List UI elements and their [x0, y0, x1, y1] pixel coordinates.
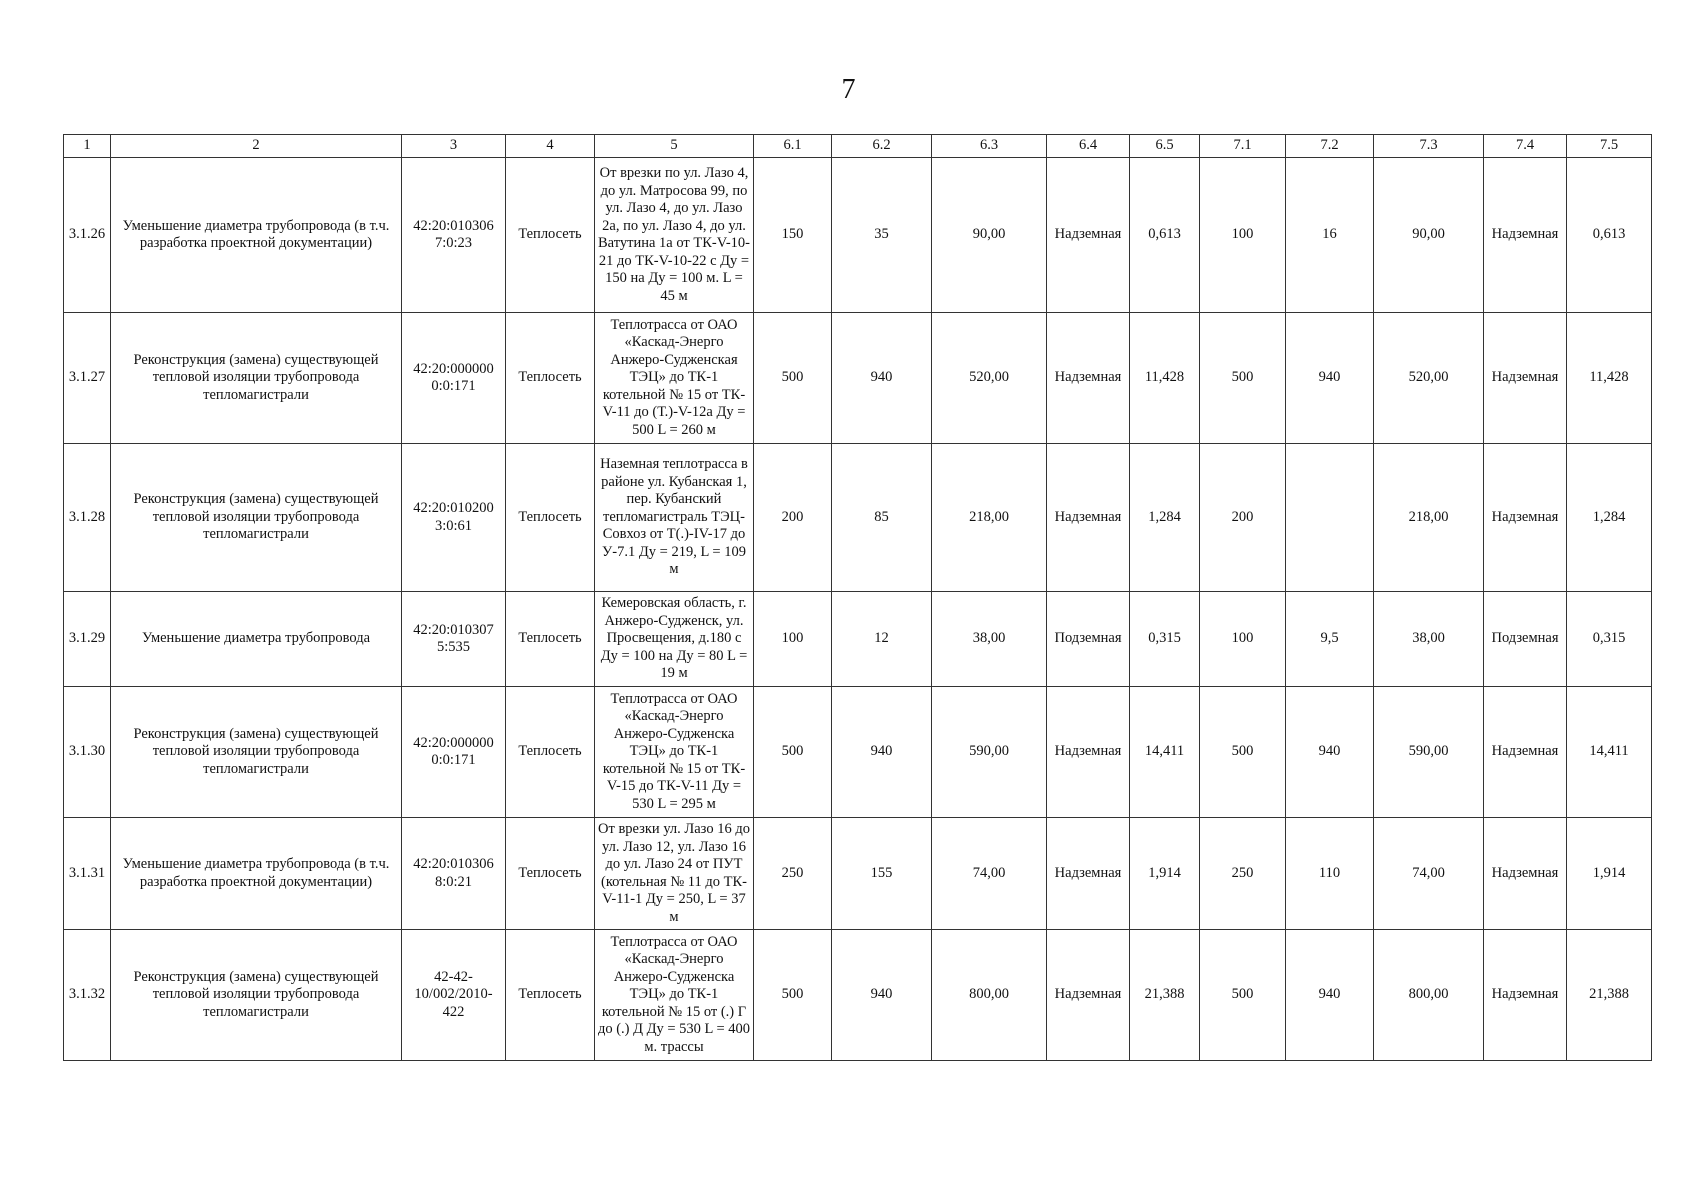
cell-6-4: Подземная — [1047, 592, 1130, 687]
column-header-5: 5 — [595, 135, 754, 158]
cell-6-2: 155 — [832, 818, 932, 930]
network-type-cell: Теплосеть — [506, 930, 595, 1061]
location-cell: Теплотрасса от ОАО «Каскад-Энерго Анжеро-Судженска ТЭЦ» до ТК-1 котельной № 15 от ТК-V-15 до ТК-V-11 Ду = 530 L = 295 м — [595, 687, 754, 818]
column-header-6-1: 6.1 — [754, 135, 832, 158]
cell-6-4: Надземная — [1047, 444, 1130, 592]
work-description-cell: Уменьшение диаметра трубопровода (в т.ч. разработка проектной документации) — [111, 158, 402, 313]
cell-7-4: Надземная — [1484, 313, 1567, 444]
cell-6-2: 12 — [832, 592, 932, 687]
cell-6-2: 35 — [832, 158, 932, 313]
cell-6-3: 520,00 — [932, 313, 1047, 444]
cell-7-1: 100 — [1200, 158, 1286, 313]
location-cell: Теплотрасса от ОАО «Каскад-Энерго Анжеро-Судженская ТЭЦ» до ТК-1 котельной № 15 от ТК-V-11 до (Т.)-V-12а Ду = 500 L = 260 м — [595, 313, 754, 444]
cell-6-4: Надземная — [1047, 313, 1130, 444]
location-cell: От врезки ул. Лазо 16 до ул. Лазо 12, ул. Лазо 16 до ул. Лазо 24 от ПУТ (котельная № 11 до ТК-V-11-1 Ду = 250, L = 37 м — [595, 818, 754, 930]
network-type-cell: Теплосеть — [506, 592, 595, 687]
cadastral-number-cell: 42:20:010200 3:0:61 — [402, 444, 506, 592]
cell-6-5: 1,914 — [1130, 818, 1200, 930]
cell-6-2: 85 — [832, 444, 932, 592]
cell-6-5: 11,428 — [1130, 313, 1200, 444]
cell-7-2 — [1286, 444, 1374, 592]
table-row — [64, 158, 1652, 313]
column-header-6-5: 6.5 — [1130, 135, 1200, 158]
cadastral-number-cell: 42:20:000000 0:0:171 — [402, 313, 506, 444]
row-number-cell: 3.1.31 — [64, 818, 111, 930]
cell-6-1: 500 — [754, 930, 832, 1061]
row-number-cell: 3.1.29 — [64, 592, 111, 687]
column-header-1: 1 — [64, 135, 111, 158]
cadastral-number-cell: 42:20:010306 8:0:21 — [402, 818, 506, 930]
cell-6-4: Надземная — [1047, 818, 1130, 930]
page-number: 7 — [841, 74, 856, 105]
network-type-cell: Теплосеть — [506, 818, 595, 930]
cell-7-1: 500 — [1200, 313, 1286, 444]
row-number-cell: 3.1.26 — [64, 158, 111, 313]
column-header-7-2: 7.2 — [1286, 135, 1374, 158]
cell-7-1: 250 — [1200, 818, 1286, 930]
table-row — [64, 687, 1652, 818]
cell-7-1: 200 — [1200, 444, 1286, 592]
cell-7-1: 100 — [1200, 592, 1286, 687]
cell-7-2: 110 — [1286, 818, 1374, 930]
cell-7-3: 800,00 — [1374, 930, 1484, 1061]
cell-7-2: 940 — [1286, 687, 1374, 818]
cell-6-4: Надземная — [1047, 930, 1130, 1061]
cell-6-4: Надземная — [1047, 687, 1130, 818]
cell-6-2: 940 — [832, 687, 932, 818]
cell-7-5: 1,914 — [1567, 818, 1652, 930]
cell-7-4: Подземная — [1484, 592, 1567, 687]
header-row — [64, 135, 1652, 158]
cell-6-3: 74,00 — [932, 818, 1047, 930]
cell-6-3: 218,00 — [932, 444, 1047, 592]
cell-6-5: 1,284 — [1130, 444, 1200, 592]
cadastral-number-cell: 42:20:010307 5:535 — [402, 592, 506, 687]
cell-7-3: 90,00 — [1374, 158, 1484, 313]
cell-6-1: 500 — [754, 687, 832, 818]
column-header-6-2: 6.2 — [832, 135, 932, 158]
cell-6-5: 21,388 — [1130, 930, 1200, 1061]
cell-6-5: 0,613 — [1130, 158, 1200, 313]
cadastral-number-cell: 42-42-10/002/2010-422 — [402, 930, 506, 1061]
location-cell: Кемеровская область, г. Анжеро-Судженск, ул. Просвещения, д.180 с Ду = 100 на Ду = 80 L = 19 м — [595, 592, 754, 687]
cell-6-3: 800,00 — [932, 930, 1047, 1061]
cell-7-3: 520,00 — [1374, 313, 1484, 444]
cell-6-1: 500 — [754, 313, 832, 444]
column-header-3: 3 — [402, 135, 506, 158]
cell-7-5: 1,284 — [1567, 444, 1652, 592]
work-description-cell: Реконструкция (замена) существующей тепловой изоляции трубопровода тепломагистрали — [111, 444, 402, 592]
cell-7-4: Надземная — [1484, 444, 1567, 592]
cell-7-2: 940 — [1286, 313, 1374, 444]
network-type-cell: Теплосеть — [506, 444, 595, 592]
cell-6-4: Надземная — [1047, 158, 1130, 313]
row-number-cell: 3.1.30 — [64, 687, 111, 818]
cell-6-3: 590,00 — [932, 687, 1047, 818]
cell-6-1: 200 — [754, 444, 832, 592]
cell-6-3: 38,00 — [932, 592, 1047, 687]
cell-7-4: Надземная — [1484, 158, 1567, 313]
cadastral-number-cell: 42:20:010306 7:0:23 — [402, 158, 506, 313]
cadastral-number-cell: 42:20:000000 0:0:171 — [402, 687, 506, 818]
cell-7-3: 590,00 — [1374, 687, 1484, 818]
column-header-6-4: 6.4 — [1047, 135, 1130, 158]
table-row — [64, 444, 1652, 592]
table-row — [64, 313, 1652, 444]
cell-6-1: 250 — [754, 818, 832, 930]
table-row — [64, 818, 1652, 930]
location-cell: Наземная теплотрасса в районе ул. Кубанская 1, пер. Кубанский тепломагистраль ТЭЦ-Совхоз от Т(.)-IV-17 до У-7.1 Ду = 219, L = 109 м — [595, 444, 754, 592]
data-table — [63, 134, 1652, 1061]
location-cell: Теплотрасса от ОАО «Каскад-Энерго Анжеро-Судженска ТЭЦ» до ТК-1 котельной № 15 от (.) Г до (.) Д Ду = 530 L = 400 м. трассы — [595, 930, 754, 1061]
cell-6-3: 90,00 — [932, 158, 1047, 313]
cell-7-2: 940 — [1286, 930, 1374, 1061]
work-description-cell: Уменьшение диаметра трубопровода (в т.ч. разработка проектной документации) — [111, 818, 402, 930]
cell-7-4: Надземная — [1484, 930, 1567, 1061]
table-row — [64, 930, 1652, 1061]
work-description-cell: Реконструкция (замена) существующей тепловой изоляции трубопровода тепломагистрали — [111, 313, 402, 444]
column-header-7-4: 7.4 — [1484, 135, 1567, 158]
cell-7-5: 0,613 — [1567, 158, 1652, 313]
cell-7-2: 16 — [1286, 158, 1374, 313]
work-description-cell: Реконструкция (замена) существующей тепловой изоляции трубопровода тепломагистрали — [111, 687, 402, 818]
work-description-cell: Реконструкция (замена) существующей тепловой изоляции трубопровода тепломагистрали — [111, 930, 402, 1061]
row-number-cell: 3.1.28 — [64, 444, 111, 592]
cell-6-5: 14,411 — [1130, 687, 1200, 818]
cell-7-2: 9,5 — [1286, 592, 1374, 687]
column-header-7-1: 7.1 — [1200, 135, 1286, 158]
cell-7-3: 218,00 — [1374, 444, 1484, 592]
cell-6-1: 150 — [754, 158, 832, 313]
column-header-7-3: 7.3 — [1374, 135, 1484, 158]
network-type-cell: Теплосеть — [506, 158, 595, 313]
location-cell: От врезки по ул. Лазо 4, до ул. Матросова 99, по ул. Лазо 4, до ул. Лазо 2а, по ул. Лазо 4, до ул. Ватутина 1а от ТК-V-10-21 до ТК-V-10-22 с Ду = 150 на Ду = 100 м. L = 45 м — [595, 158, 754, 313]
cell-7-3: 74,00 — [1374, 818, 1484, 930]
column-header-2: 2 — [111, 135, 402, 158]
cell-7-5: 0,315 — [1567, 592, 1652, 687]
network-type-cell: Теплосеть — [506, 687, 595, 818]
cell-6-2: 940 — [832, 313, 932, 444]
column-header-4: 4 — [506, 135, 595, 158]
cell-6-1: 100 — [754, 592, 832, 687]
cell-7-4: Надземная — [1484, 687, 1567, 818]
cell-6-2: 940 — [832, 930, 932, 1061]
cell-7-5: 21,388 — [1567, 930, 1652, 1061]
column-header-6-3: 6.3 — [932, 135, 1047, 158]
network-type-cell: Теплосеть — [506, 313, 595, 444]
row-number-cell: 3.1.32 — [64, 930, 111, 1061]
work-description-cell: Уменьшение диаметра трубопровода — [111, 592, 402, 687]
cell-7-5: 14,411 — [1567, 687, 1652, 818]
cell-7-3: 38,00 — [1374, 592, 1484, 687]
row-number-cell: 3.1.27 — [64, 313, 111, 444]
column-header-7-5: 7.5 — [1567, 135, 1652, 158]
cell-6-5: 0,315 — [1130, 592, 1200, 687]
cell-7-1: 500 — [1200, 687, 1286, 818]
cell-7-4: Надземная — [1484, 818, 1567, 930]
cell-7-5: 11,428 — [1567, 313, 1652, 444]
table-row — [64, 592, 1652, 687]
cell-7-1: 500 — [1200, 930, 1286, 1061]
